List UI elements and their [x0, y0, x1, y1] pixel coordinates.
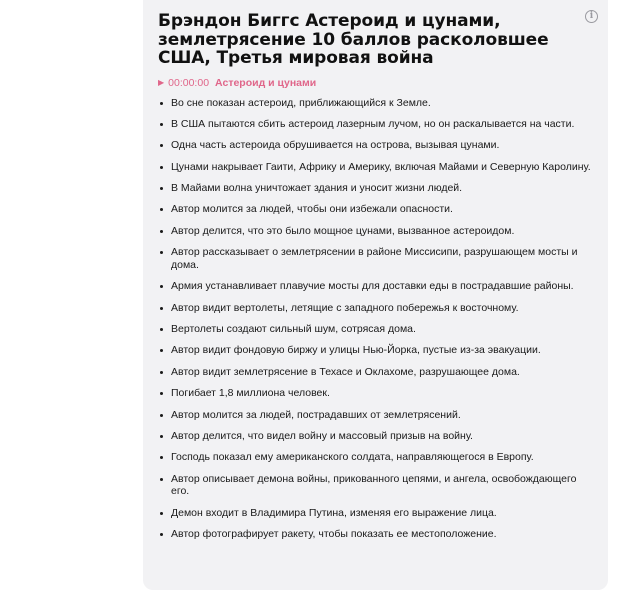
- list-item: Автор видит землетрясение в Техасе и Оклахоме, разрушающее дома.: [158, 366, 596, 379]
- list-item: Цунами накрывает Гаити, Африку и Америку, включая Майами и Северную Каролину.: [158, 161, 596, 174]
- info-icon[interactable]: i: [585, 10, 598, 23]
- list-item: Погибает 1,8 миллиона человек.: [158, 387, 596, 400]
- list-item: В США пытаются сбить астероид лазерным лучом, но он раскалывается на части.: [158, 118, 596, 131]
- chapter-title: Астероид и цунами: [215, 76, 317, 89]
- play-icon: ▶: [158, 77, 165, 87]
- list-item: Автор видит вертолеты, летящие с западного побережья к восточному.: [158, 302, 596, 315]
- summary-card: [143, 0, 608, 590]
- list-item: Автор описывает демона войны, прикованного цепями, и ангела, освобождающего его.: [158, 473, 596, 498]
- list-item: Автор делится, что видел войну и массовый призыв на войну.: [158, 430, 596, 443]
- list-item: Во сне показан астероид, приближающийся к Земле.: [158, 97, 596, 110]
- summary-list: [158, 97, 594, 541]
- list-item: Автор видит фондовую биржу и улицы Нью-Йорка, пустые из-за эвакуации.: [158, 344, 596, 357]
- chapter-timestamp: 00:00:00: [168, 76, 210, 89]
- list-item: Одна часть астероида обрушивается на острова, вызывая цунами.: [158, 139, 596, 152]
- chapter-link[interactable]: [158, 76, 594, 90]
- list-item: Автор молится за людей, чтобы они избежали опасности.: [158, 203, 596, 216]
- list-item: Автор рассказывает о землетрясении в районе Миссисипи, разрушающем мосты и дома.: [158, 246, 596, 271]
- list-item: Демон входит в Владимира Путина, изменяя его выражение лица.: [158, 507, 596, 520]
- list-item: Армия устанавливает плавучие мосты для доставки еды в пострадавшие районы.: [158, 280, 596, 293]
- list-item: Господь показал ему американского солдата, направляющегося в Европу.: [158, 451, 596, 464]
- article-title: Брэндон Биггс Астероид и цунами, землетрясение 10 баллов расколовшее США, Третья мировая война: [158, 11, 549, 68]
- list-item: Автор фотографирует ракету, чтобы показать ее местоположение.: [158, 528, 596, 541]
- list-item: Вертолеты создают сильный шум, сотрясая дома.: [158, 323, 596, 336]
- list-item: В Майами волна уничтожает здания и уносит жизни людей.: [158, 182, 596, 195]
- list-item: Автор делится, что это было мощное цунами, вызванное астероидом.: [158, 225, 596, 238]
- list-item: Автор молится за людей, пострадавших от землетрясений.: [158, 409, 596, 422]
